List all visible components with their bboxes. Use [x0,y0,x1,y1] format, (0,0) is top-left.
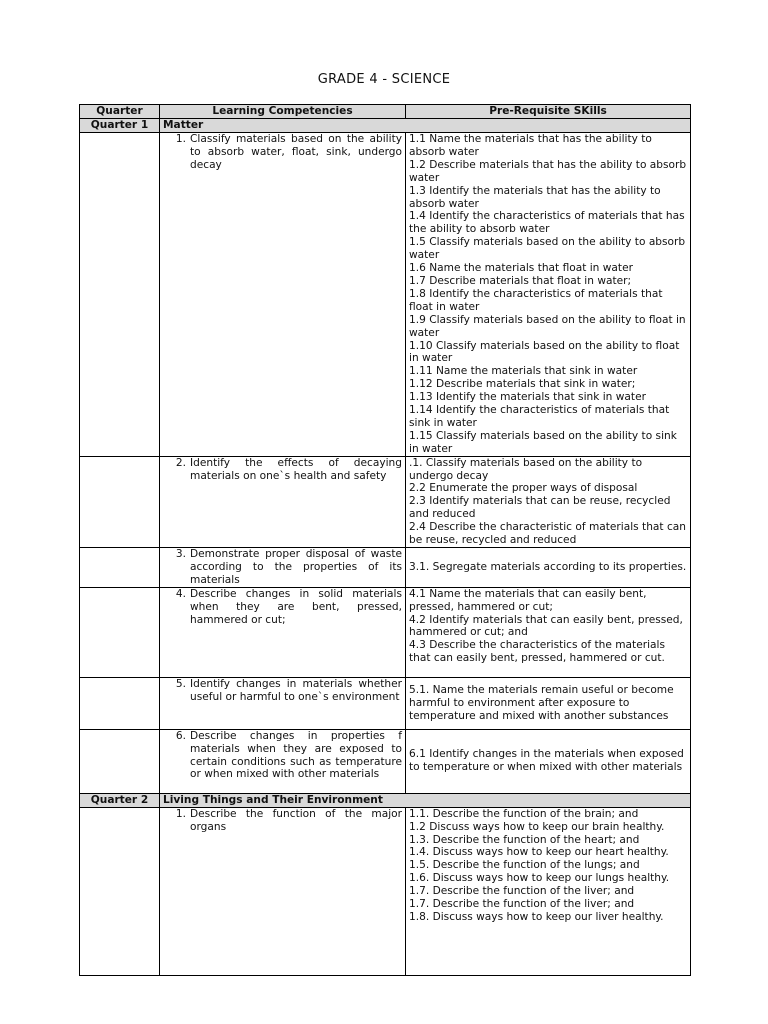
competency-text: Describe changes in solid materials when they are bent, pressed, hammered or cut; [190,587,402,626]
skills-cell [406,456,691,547]
competency-text: Demonstrate proper disposal of waste according to the properties of its materials [190,548,402,586]
skill-item: 1.3. Describe the function of the heart; and [409,833,640,846]
skill-item: 1.5 Classify materials based on the ability to absorb water [409,236,686,262]
table-row [80,729,691,793]
competency-text: Describe the function of the major organs [190,807,402,833]
table-row [80,548,691,588]
table-row [80,807,691,975]
quarter-cell [80,456,160,547]
quarter-cell [80,548,160,588]
skill-item: 4.3 Describe the characteristics of the materials that can easily bent, pressed, hammered or cut. [409,639,665,665]
competency-text: Classify materials based on the ability to absorb water, float, sink, undergo decay [190,133,402,171]
skill-item: 4.1 Name the materials that can easily bent, pressed, hammered or cut; [409,587,647,613]
skills-cell [406,729,691,793]
skill-item: 2.4 Describe the characteristic of materials that can be reuse, recycled and reduced [409,521,686,547]
quarter-label: Quarter 2 [80,793,160,807]
table-row [80,587,691,677]
quarter-topic: Matter [160,119,691,133]
header-learning-competencies: Learning Competencies [160,105,406,119]
quarter-cell [80,677,160,729]
skill-item: 2.2 Enumerate the proper ways of disposal [409,482,638,495]
competency-text: Identify the effects of decaying materials on one`s health and safety [190,456,402,482]
skill-item: 1.7. Describe the function of the liver; and [409,885,635,898]
competency-text: Identify changes in materials whether useful or harmful to one`s environment [190,677,402,703]
skill-item: 1.7. Describe the function of the liver; and [409,898,635,911]
header-prerequisite-skills: Pre-Requisite SKills [406,105,691,119]
competency-number: 1. [175,807,186,820]
skill-item: 3.1. Segregate materials according to its properties. [409,560,687,573]
competency-cell [160,677,406,729]
skill-item: 1.8 Identify the characteristics of materials that float in water [409,287,663,313]
skill-item: 6.1 Identify changes in the materials when exposed to temperature or when mixed with other materials [409,748,684,774]
quarter-row [80,793,691,807]
table-row [80,133,691,457]
quarter-cell [80,587,160,677]
skill-item: 5.1. Name the materials remain useful or become harmful to environment after exposure to temperature and mixed with another substances [409,683,674,722]
competency-number: 5. [175,677,186,690]
page-title: GRADE 4 - SCIENCE [317,72,451,87]
competency-table [79,104,691,976]
skills-cell [406,133,691,457]
competency-number: 2. [175,456,186,469]
skill-item: 1.1. Describe the function of the brain; and [409,807,639,820]
skill-item: 1.7 Describe materials that float in water; [409,274,632,287]
skill-item: 1.10 Classify materials based on the ability to float in water [409,339,680,365]
competency-number: 1. [175,133,186,145]
skill-item: 1.1 Name the materials that has the ability to absorb water [409,133,652,158]
competency-cell [160,587,406,677]
skill-item: 1.2 Describe materials that has the ability to absorb water [409,158,687,184]
quarter-cell [80,729,160,793]
table-row [80,677,691,729]
table-header-row [80,105,691,119]
skill-item: 4.2 Identify materials that can easily bent, pressed, hammered or cut; and [409,613,683,639]
quarter-row [80,119,691,133]
quarter-topic: Living Things and Their Environment [160,793,691,807]
competency-cell [160,729,406,793]
competency-cell [160,133,406,457]
quarter-cell [80,133,160,457]
skill-item: 1.15 Classify materials based on the ability to sink in water [409,429,677,455]
skills-cell [406,587,691,677]
competency-text: Describe changes in properties f materials when they are exposed to certain conditions such as temperature or when mixed with other materials [190,729,402,781]
skill-item: 1.6 Name the materials that float in water [409,262,633,275]
skill-item: 1.5. Describe the function of the lungs; and [409,859,640,872]
skill-item: 1.13 Identify the materials that sink in water [409,391,646,404]
skill-item: 1.14 Identify the characteristics of materials that sink in water [409,404,670,429]
skill-item: 1.8. Discuss ways how to keep our liver healthy. [409,910,664,923]
skill-item: 1.11 Name the materials that sink in water [409,365,638,378]
skill-item: 1.2 Discuss ways how to keep our brain healthy. [409,820,665,833]
skill-item: 1.4. Discuss ways how to keep our heart healthy. [409,846,669,859]
skills-cell [406,548,691,588]
skill-item: 1.4 Identify the characteristics of materials that has the ability to absorb water [409,210,685,236]
competency-cell [160,456,406,547]
skill-item: 2.3 Identify materials that can be reuse, recycled and reduced [409,495,671,521]
competency-cell [160,548,406,588]
competency-number: 3. [175,548,186,560]
quarter-label: Quarter 1 [80,119,160,133]
competency-number: 6. [175,729,186,742]
table-row [80,456,691,547]
skill-item: 1.6. Discuss ways how to keep our lungs healthy. [409,872,670,885]
skill-item: .1. Classify materials based on the ability to undergo decay [409,456,643,482]
skill-item: 1.3 Identify the materials that has the ability to absorb water [409,184,661,210]
competency-cell [160,807,406,975]
header-quarter: Quarter [80,105,160,119]
skills-cell [406,677,691,729]
quarter-cell [80,807,160,975]
skill-item: 1.9 Classify materials based on the ability to float in water [409,313,686,339]
skill-item: 1.12 Describe materials that sink in water; [409,378,636,391]
competency-number: 4. [175,587,186,600]
skills-cell [406,807,691,975]
